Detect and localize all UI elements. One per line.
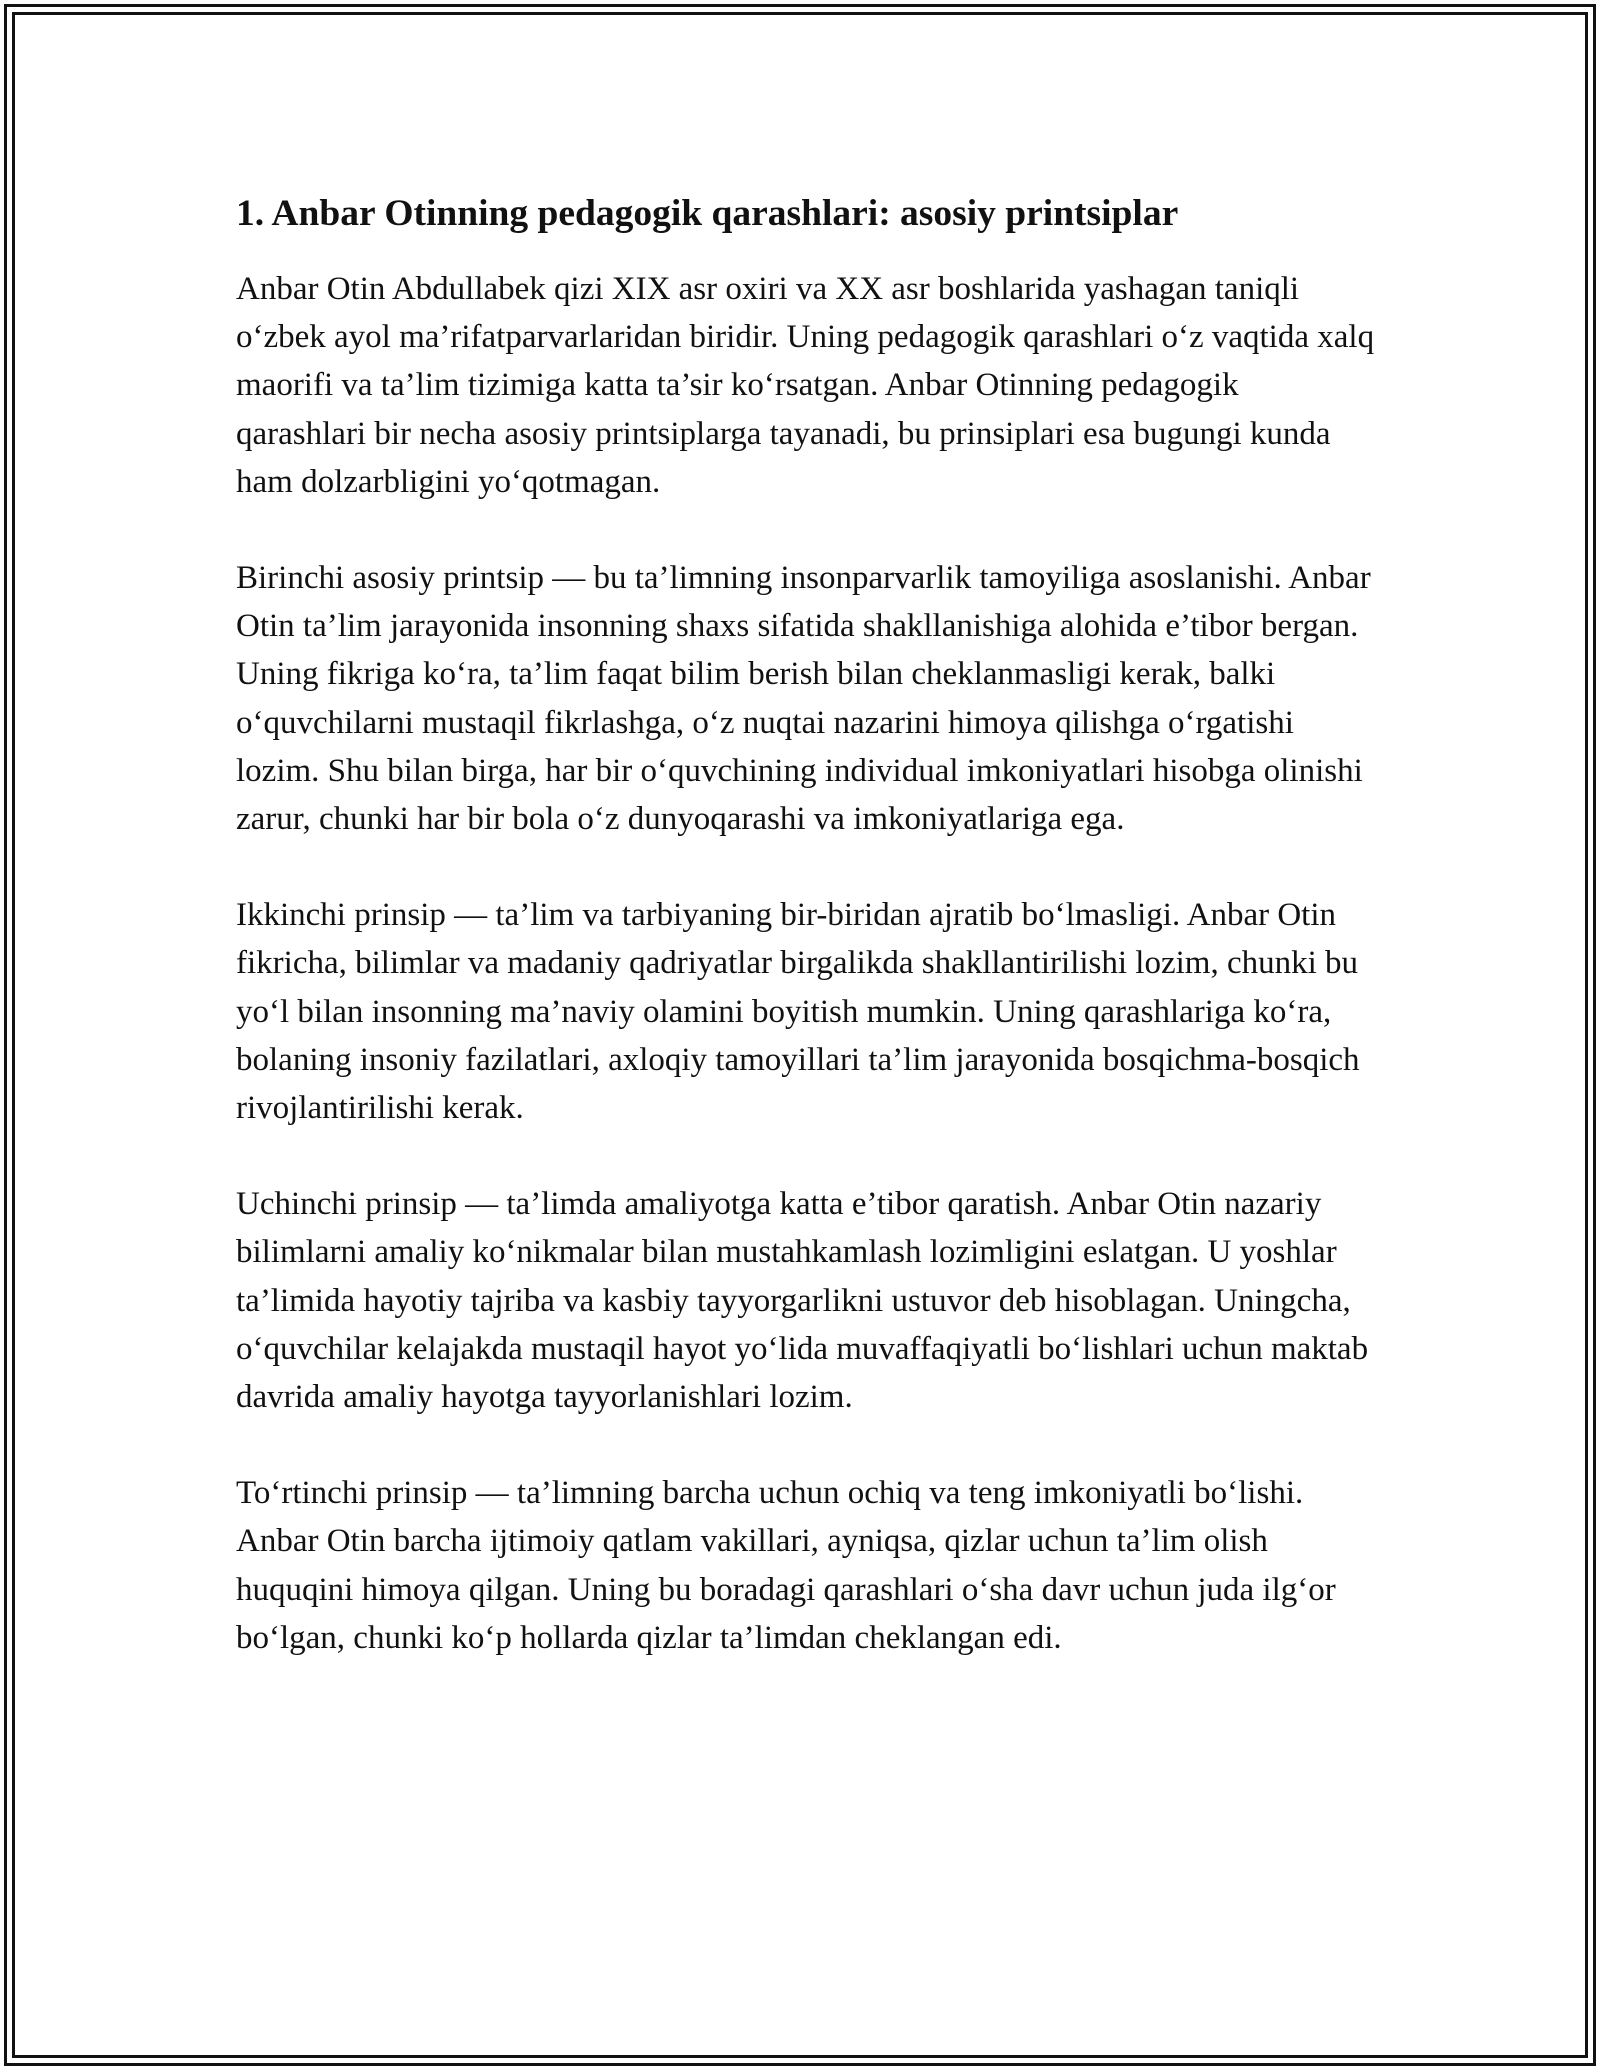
section-heading: 1. Anbar Otinning pedagogik qarashlari: asosiy printsiplar xyxy=(236,193,1179,234)
paragraph-principle-1: Birinchi asosiy printsip — bu ta’limning insonparvarlik tamoyiliga asoslanishi. Anbar Otin ta’lim jarayonida insonning shaxs sifatida shakllanishiga alohida e’tibor bergan. Uning fikriga ko‘ra, ta’lim faqat bilim berish bilan cheklanmasligi kerak, balki o‘quvchilarni mustaqil fikrlashga, o‘z nuqtai nazarini himoya qilishga o‘rgatishi lozim. Shu bilan birga, har bir o‘quvchining individual imkoniyatlari hisobga olinishi zarur, chunki har bir bola o‘z dunyoqarashi va imkoniyatlariga ega. xyxy=(236,560,1371,838)
paragraph-principle-3: Uchinchi prinsip — ta’limda amaliyotga katta e’tibor qaratish. Anbar Otin nazariy bilimlarni amaliy ko‘nikmalar bilan mustahkamlash lozimligini eslatgan. U yoshlar ta’limida hayotiy tajriba va kasbiy tayyorgarlikni ustuvor deb hisoblagan. Uningcha, o‘quvchilar kelajakda mustaqil hayot yo‘lida muvaffaqiyatli bo‘lishlari uchun maktab davrida amaliy hayotga tayyorlanishlari lozim. xyxy=(236,1186,1369,1416)
document-body xyxy=(236,186,1376,1710)
paragraph-intro: Anbar Otin Abdullabek qizi XIX asr oxiri va XX asr boshlarida yashagan taniqli o‘zbek ayol ma’rifatparvarlaridan biridir. Uning pedagogik qarashlari o‘z vaqtida xalq maorifi va ta’lim tizimiga katta ta’sir ko‘rsatgan. Anbar Otinning pedagogik qarashlari bir necha asosiy printsiplarga tayanadi, bu prinsiplari esa bugungi kunda ham dolzarbligini yo‘qotmagan. xyxy=(236,271,1375,500)
paragraph-principle-2: Ikkinchi prinsip — ta’lim va tarbiyaning bir-biridan ajratib bo‘lmasligi. Anbar Otin fikricha, bilimlar va madaniy qadriyatlar birgalikda shakllantirilishi lozim, chunki bu yo‘l bilan insonning ma’naviy olamini boyitish mumkin. Uning qarashlariga ko‘ra, bolaning insoniy fazilatlari, axloqiy tamoyillari ta’lim jarayonida bosqichma-bosqich rivojlantirilishi kerak. xyxy=(236,897,1360,1127)
paragraph-principle-4: To‘rtinchi prinsip — ta’limning barcha uchun ochiq va teng imkoniyatli bo‘lishi. Anbar Otin barcha ijtimoiy qatlam vakillari, ayniqsa, qizlar uchun ta’lim olish huquqini himoya qilgan. Uning bu boradagi qarashlari o‘sha davr uchun juda ilg‘or bo‘lgan, chunki ko‘p hollarda qizlar ta’limdan cheklangan edi. xyxy=(236,1475,1336,1656)
